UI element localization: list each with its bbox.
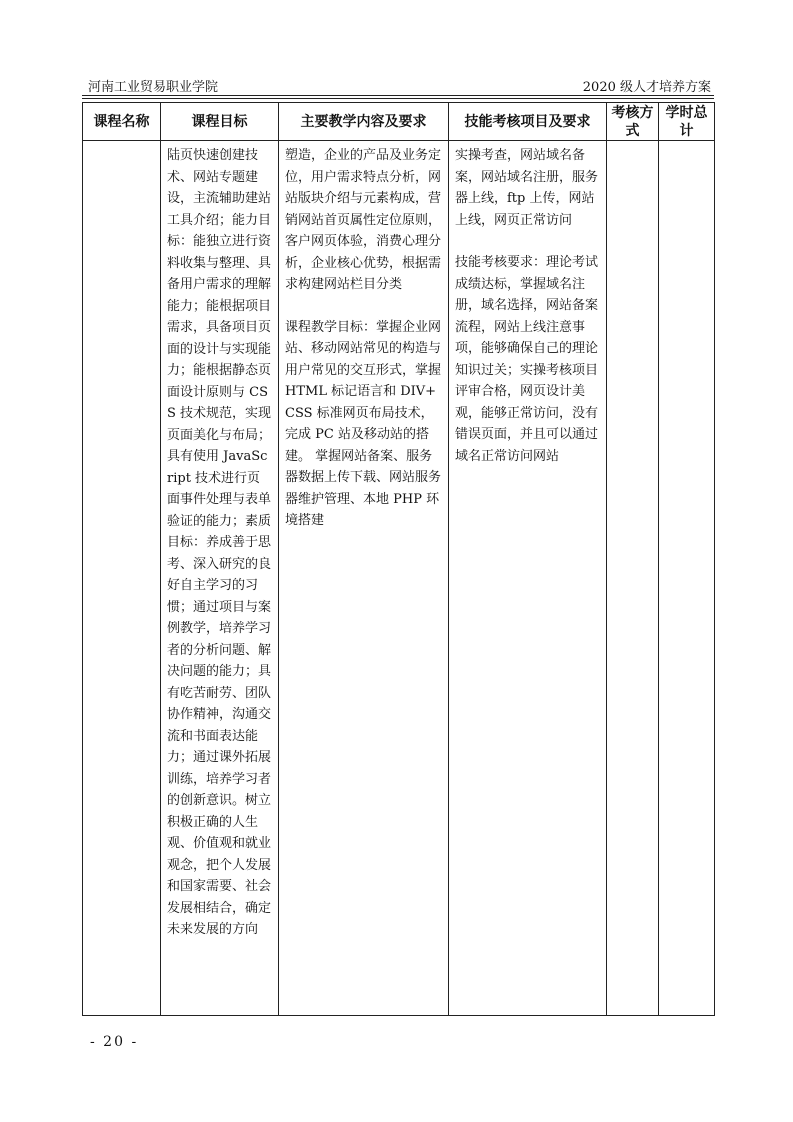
cell-course-objective <box>161 141 279 1016</box>
course-table <box>82 102 715 1016</box>
col-header-assessment-method: 考核方式 <box>607 103 659 141</box>
table-header-row <box>83 103 715 141</box>
total-hours-text <box>659 141 714 145</box>
skill-assessment-paragraph-2: 技能考核要求：理论考试成绩达标，掌握域名注册，域名选择，网站备案流程，网站上线注意事项，能够确保自己的理论知识过关；实操考核项目评审合格，网页设计美观，能够正常访问，没有错误页面，并且可以通过域名正常访问网站 <box>455 255 599 464</box>
plan-title: 2020 级人才培养方案 <box>582 80 711 95</box>
cell-total-hours <box>659 141 715 1016</box>
institution-name: 河南工业贸易职业学院 <box>88 80 219 95</box>
header-divider-secondary <box>82 98 714 99</box>
cell-main-content <box>279 141 449 1016</box>
page-number: - 20 - <box>90 1034 139 1050</box>
col-header-skill-assessment: 技能考核项目及要求 <box>449 103 607 141</box>
course-objective-text: 陆页快速创建技术、网站专题建设，主流辅助建站工具介绍；能力目标：能独立进行资料收集与整理、具备用户需求的理解能力；能根据项目需求，具备项目页面的设计与实现能力；能根据静态页面设计原则与 CSS 技术规范，实现页面美化与布局；具有使用 JavaScript 技术进行页面事件处理与表单验证的能力；素质目标：养成善于思考、深入研究的良好自主学习的习惯；通过项目与案例教学，培养学习者的分析问题、解决问题的能力；具有吃苦耐劳、团队协作精神，沟通交流和书面表达能力；通过课外拓展训练，培养学习者的创新意识。树立积极正确的人生观、价值观和就业观念，把个人发展和国家需要、社会发展相结合，确定未来发展的方向 <box>167 148 272 937</box>
col-header-main-content: 主要教学内容及要求 <box>279 103 449 141</box>
header-divider <box>82 95 714 96</box>
main-content-paragraph-2: 课程教学目标：掌握企业网站、移动网站常见的构造与用户常见的交互形式，掌握 HTML 标记语言和 DIV+CSS 标准网页布局技术，完成 PC 站及移动站的搭建。 掌握网站备案、服务器数据上传下载、网站服务器维护管理、本地 PHP 环境搭建 <box>285 319 442 528</box>
skill-assessment-paragraph-1: 实操考查，网站域名备案，网站域名注册，服务器上线，ftp 上传，网站上线，网页正常访问 <box>455 148 599 228</box>
cell-course-name <box>83 141 161 1016</box>
course-name-text <box>83 141 160 145</box>
cell-assessment-method <box>607 141 659 1016</box>
table-row <box>83 141 715 1016</box>
col-header-course-name: 课程名称 <box>83 103 161 141</box>
col-header-total-hours: 学时总计 <box>659 103 715 141</box>
cell-skill-assessment <box>449 141 607 1016</box>
main-content-paragraph-1: 塑造，企业的产品及业务定位，用户需求特点分析，网站版块介绍与元素构成，营销网站首页属性定位原则，客户网页体验，消费心理分析，企业核心优势，根据需求构建网站栏目分类 <box>285 148 442 292</box>
col-header-course-objective: 课程目标 <box>161 103 279 141</box>
assessment-method-text <box>607 141 658 145</box>
